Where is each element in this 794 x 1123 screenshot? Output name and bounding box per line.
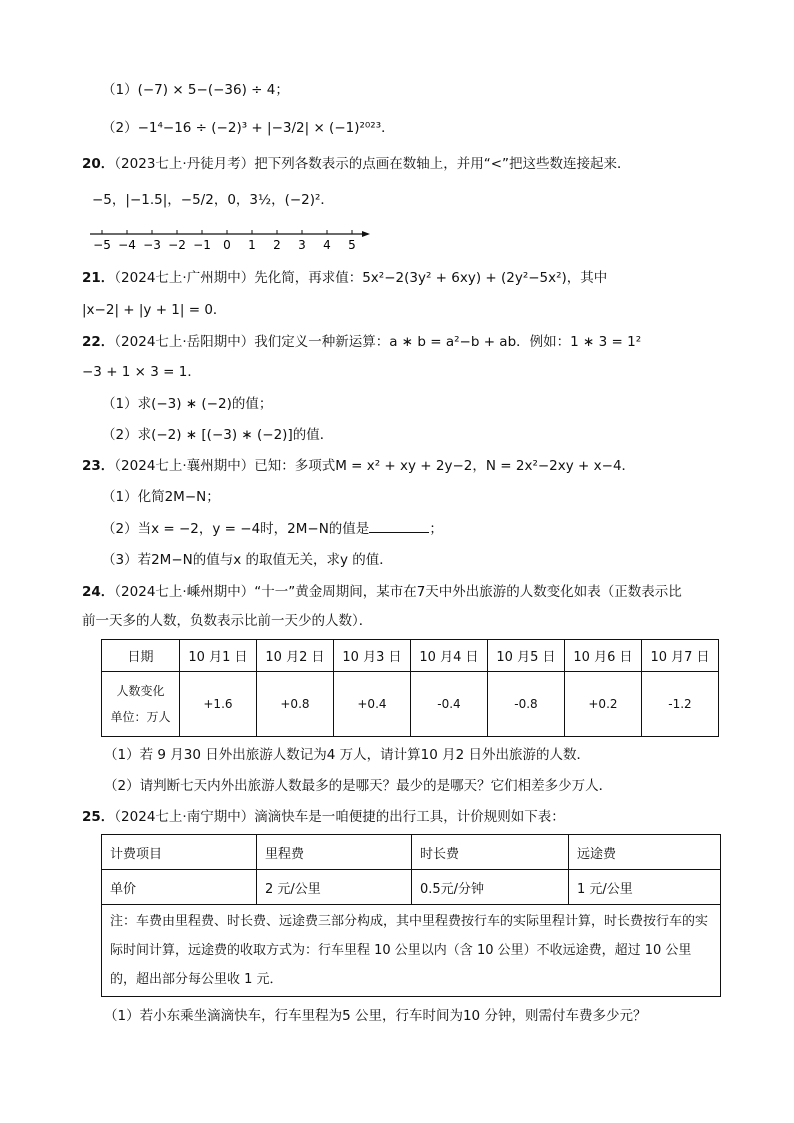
q19-part2: （2）−1⁴−16 ÷ (−2)³ + |−3/2| × (−1)²⁰²³．: [102, 120, 395, 136]
q25-part1: （1）若小东乘坐滴滴快车，行车里程为5 公里，行车时间为10 分钟，则需付车费多少元？: [104, 1008, 647, 1024]
q20-stem: [82, 154, 631, 174]
q20-source-tag: （2023七上·丹徒月考）: [114, 156, 255, 172]
table-header: 里程费: [257, 835, 412, 870]
q24-text-line1: “十一”黄金周期间，某市在7天中外出旅游的人数变化如表（正数表示比: [254, 584, 682, 600]
q24-stem: [82, 582, 682, 602]
q23-part1: （1）化简2M−N；: [102, 489, 220, 505]
table-row-dates: [102, 640, 719, 672]
table-cell-date: 10 月7 日: [641, 640, 718, 672]
q25-source-tag: （2024七上·南宁期中）: [114, 809, 255, 825]
q23-part2-text: （2）当x = −2，y = −4时，2M−N的值是: [102, 521, 370, 537]
table-cell-date: 10 月6 日: [564, 640, 641, 672]
table-header: 时长费: [412, 835, 569, 870]
table-header: 计费项目: [102, 835, 257, 870]
q25-table: [101, 834, 721, 997]
number-line: [88, 224, 378, 256]
table-cell: 1 元/公里: [569, 870, 721, 905]
number-line-tick-label: 5: [348, 238, 356, 252]
table-cell-date: 10 月5 日: [487, 640, 564, 672]
table-cell-change: +0.2: [564, 672, 641, 737]
table-row-header: [102, 835, 721, 870]
number-line-tick-label: 0: [223, 238, 231, 252]
q25-stem: [82, 807, 565, 827]
table-row-note: [102, 905, 721, 997]
table-cell: 2 元/公里: [257, 870, 412, 905]
table-row-price: [102, 870, 721, 905]
number-line-tick-label: −3: [143, 238, 161, 252]
number-line-ticks: [93, 230, 356, 252]
q24-table: [101, 639, 719, 737]
row-label-line1: 人数变化: [116, 684, 165, 698]
table-note: 注：车费由里程费、时长费、远途费三部分构成，其中里程费按行车的实际里程计算，时长费按行车的实际时间计算，远途费的收取方式为：行车里程 10 公里以内（含 10 公里）不收远途费，超过 10 公里的，超出部分每公里收 1 元．: [102, 905, 721, 997]
q20-values: −5，|−1.5|，−5/2，0，3½，(−2)²．: [92, 192, 334, 208]
table-cell-date: 10 月1 日: [179, 640, 256, 672]
q22-part1: （1）求(−3) ∗ (−2)的值；: [102, 396, 273, 412]
q22-stem: [82, 332, 641, 352]
table-cell-change: +0.4: [333, 672, 410, 737]
q24-part1: （1）若 9 月30 日外出旅游人数记为4 万人，请计算10 月2 日外出旅游的人数．: [104, 747, 590, 763]
q25-text: 滴滴快车是一咱便捷的出行工具，计价规则如下表：: [254, 809, 565, 825]
q20-number: 20．: [82, 156, 115, 172]
table-cell: 0.5元/分钟: [412, 870, 569, 905]
q19-part1: （1）(−7) × 5−(−36) ÷ 4；: [102, 82, 289, 98]
table-cell: 单价: [102, 870, 257, 905]
table-row-label: [102, 672, 180, 737]
number-line-tick-label: 2: [273, 238, 281, 252]
q22-text: 我们定义一种新运算：a ∗ b = a²−b + ab．例如：1 ∗ 3 = 1²: [254, 334, 642, 350]
q23-part2-end: ；: [429, 521, 443, 537]
table-cell-date: 10 月3 日: [333, 640, 410, 672]
number-line-arrow: [362, 231, 370, 237]
table-cell-change: -0.4: [410, 672, 487, 737]
q21-condition: |x−2| + |y + 1| = 0．: [82, 302, 227, 318]
q22-number: 22．: [82, 334, 115, 350]
q24-part2: （2）请判断七天内外出旅游人数最多的是哪天？最少的是哪天？它们相差多少万人．: [104, 778, 613, 794]
table-row-changes: [102, 672, 719, 737]
number-line-tick-label: −2: [168, 238, 186, 252]
number-line-tick-label: 1: [248, 238, 256, 252]
number-line-tick-label: 3: [298, 238, 306, 252]
q23-part2: [102, 518, 443, 539]
q23-text: 已知：多项式M = x² + xy + 2y−2，N = 2x²−2xy + x−4．: [254, 458, 636, 474]
q25-number: 25．: [82, 809, 115, 825]
number-line-tick-label: 4: [323, 238, 331, 252]
q24-source-tag: （2024七上·嵊州期中）: [114, 584, 255, 600]
q21-source-tag: （2024七上·广州期中）: [114, 270, 255, 286]
number-line-tick-label: −4: [118, 238, 136, 252]
q23-stem: [82, 456, 635, 476]
q22-source-tag: （2024七上·岳阳期中）: [114, 334, 255, 350]
row-label-line2: 单位：万人: [110, 710, 171, 724]
q23-part3: （3）若2M−N的值与x 的取值无关，求y 的值．: [102, 552, 393, 568]
table-cell-date: 10 月4 日: [410, 640, 487, 672]
table-header: 远途费: [569, 835, 721, 870]
number-line-tick-label: −5: [93, 238, 111, 252]
answer-blank[interactable]: [369, 518, 429, 533]
q21-text: 先化简，再求值：5x²−2(3y² + 6xy) + (2y²−5x²)，其中: [254, 270, 608, 286]
q23-number: 23．: [82, 458, 115, 474]
q20-text: 把下列各数表示的点画在数轴上，并用“<”把这些数连接起来．: [254, 156, 631, 172]
q21-stem: [82, 268, 607, 288]
table-cell-date: 10 月2 日: [256, 640, 333, 672]
q21-number: 21．: [82, 270, 115, 286]
table-cell-change: +1.6: [179, 672, 256, 737]
number-line-tick-label: −1: [193, 238, 211, 252]
q22-continuation: −3 + 1 × 3 = 1．: [82, 364, 201, 380]
q24-number: 24．: [82, 584, 115, 600]
q23-source-tag: （2024七上·襄州期中）: [114, 458, 255, 474]
table-cell-change: -1.2: [641, 672, 718, 737]
q24-text-line2: 前一天多的人数，负数表示比前一天少的人数）．: [82, 613, 373, 629]
table-cell-change: -0.8: [487, 672, 564, 737]
table-head-label: 日期: [102, 640, 180, 672]
table-cell-change: +0.8: [256, 672, 333, 737]
q22-part2: （2）求(−2) ∗ [(−3) ∗ (−2)]的值．: [102, 427, 334, 443]
